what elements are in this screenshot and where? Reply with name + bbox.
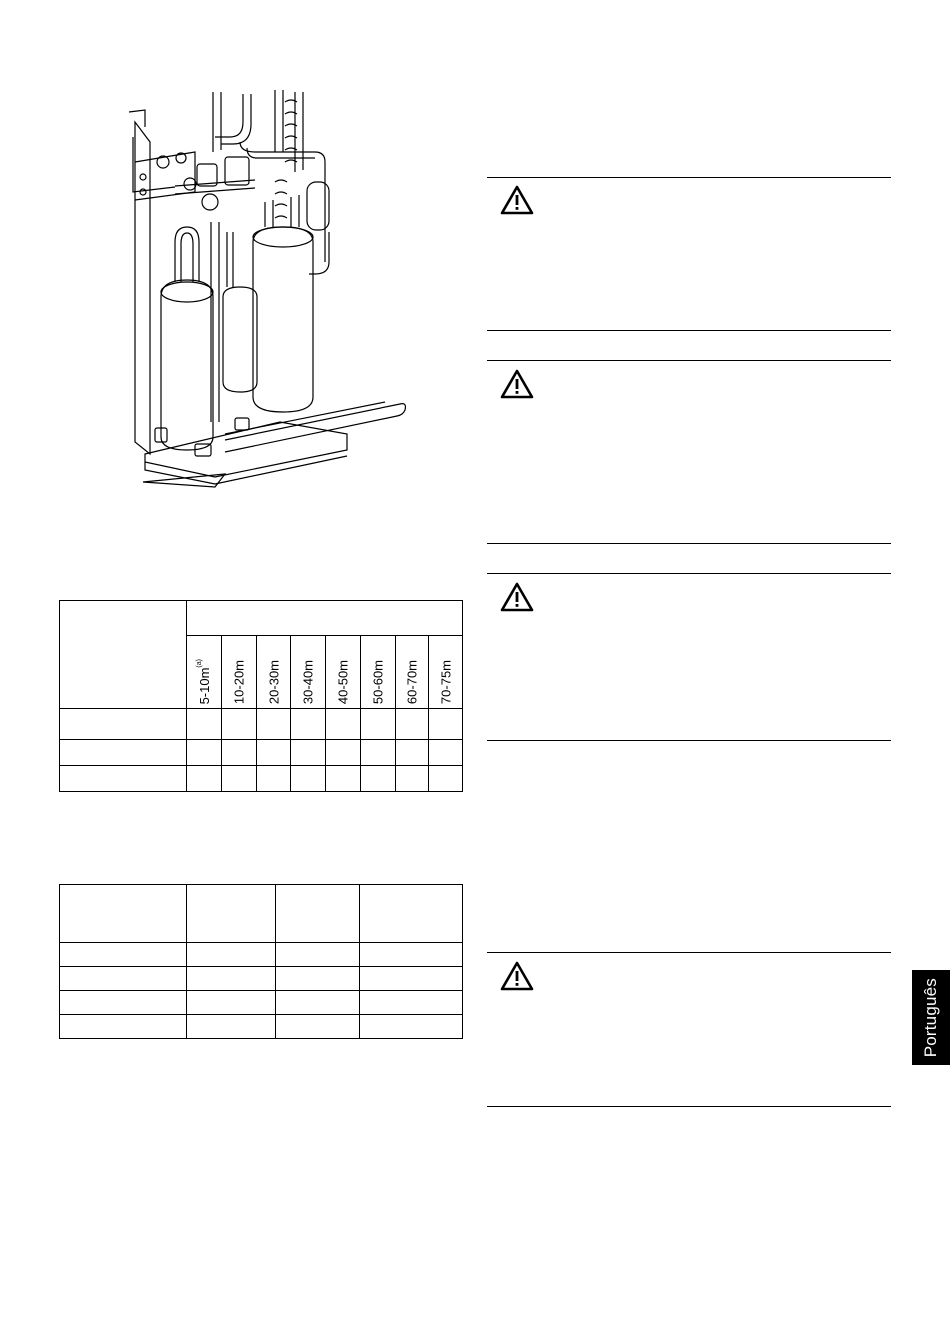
warning-box-3-top-rule xyxy=(487,573,891,574)
table-row xyxy=(60,740,463,766)
column-header: 10-20m xyxy=(222,636,257,709)
warning-box-1-bottom-rule xyxy=(487,330,891,331)
table-row xyxy=(60,967,463,991)
warning-box-2-top-rule xyxy=(487,360,891,361)
table-row xyxy=(60,601,463,636)
warning-triangle-icon xyxy=(500,582,534,612)
warning-triangle-icon xyxy=(500,185,534,215)
table-row xyxy=(60,709,463,740)
warning-box-4-top-rule xyxy=(487,952,891,953)
table-row xyxy=(60,766,463,792)
language-side-tab xyxy=(912,970,950,1065)
column-header: 70-75m xyxy=(429,636,463,709)
column-header: 30-40m xyxy=(291,636,326,709)
warning-box-1-top-rule xyxy=(487,177,891,178)
warning-box-4-bottom-rule xyxy=(487,1106,891,1107)
table-row xyxy=(60,1015,463,1039)
compressor-unit-illustration xyxy=(115,82,415,492)
warning-triangle-icon xyxy=(500,369,534,399)
warning-box-3-bottom-rule xyxy=(487,740,891,741)
warning-box-2-bottom-rule xyxy=(487,543,891,544)
column-header: 40-50m xyxy=(326,636,361,709)
language-label: Português xyxy=(921,977,940,1058)
specification-table xyxy=(59,884,463,1039)
column-header: 20-30m xyxy=(257,636,291,709)
column-header: $5-10m^{(a)}$ xyxy=(187,636,222,709)
table-corner-cell xyxy=(60,601,187,709)
column-header: 60-70m xyxy=(396,636,429,709)
table-row xyxy=(60,943,463,967)
table-row xyxy=(60,991,463,1015)
column-header: 50-60m xyxy=(361,636,396,709)
table-row xyxy=(60,885,463,943)
pipe-length-table xyxy=(59,600,463,792)
warning-triangle-icon xyxy=(500,961,534,991)
table-group-header xyxy=(187,601,463,636)
